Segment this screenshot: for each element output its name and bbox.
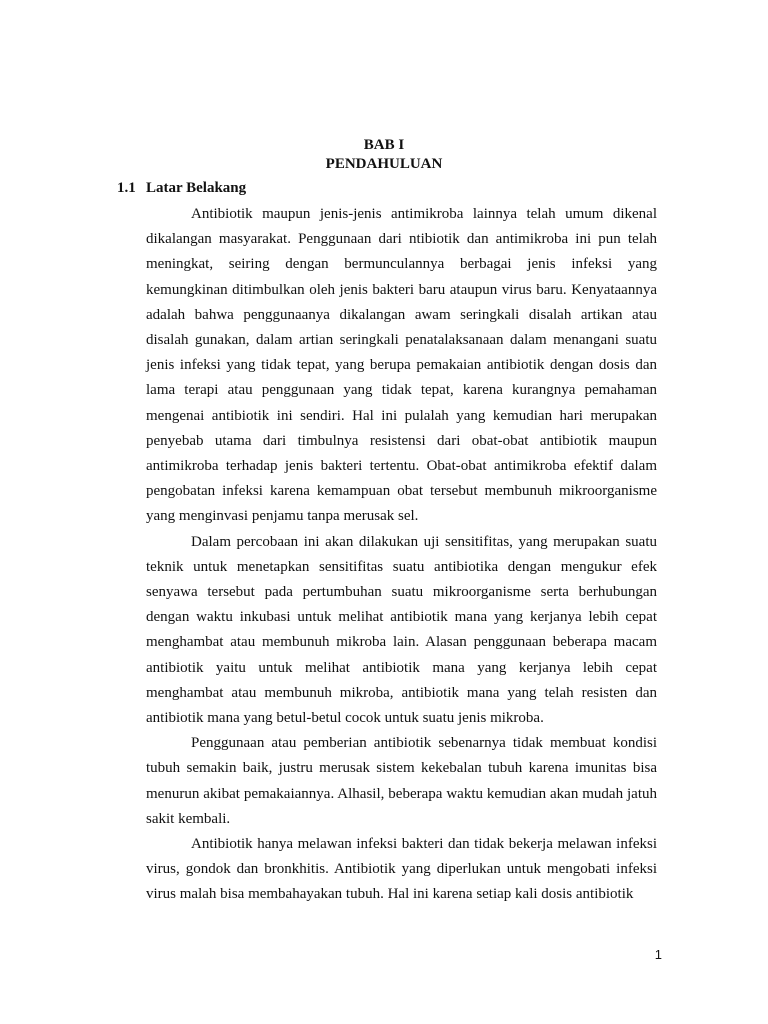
section-heading: [117, 179, 246, 198]
chapter-title: PENDAHULUAN: [325, 156, 443, 172]
section-title: Latar Belakang: [146, 180, 247, 196]
paragraph: Penggunaan atau pemberian antibiotik sebenarnya tidak membuat kondisi tubuh semakin baik, justru merusak sistem kekebalan tubuh karena imunitas bisa menurun akibat pemakaiannya. Alhasil, beberapa waktu kemudian akan mudah jatuh sakit kembali.: [146, 735, 657, 827]
paragraph: Antibiotik hanya melawan infeksi bakteri dan tidak bekerja melawan infeksi virus, gondok dan bronkhitis. Antibiotik yang diperlukan untuk mengobati infeksi virus malah bisa membahayakan tubuh. Hal ini karena setiap kali dosis antibiotik: [146, 836, 657, 903]
paragraph: Antibiotik maupun jenis-jenis antimikroba lainnya telah umum dikenal dikalangan masyarakat. Penggunaan dari ntibiotik dan antimikroba ini pun telah meningkat, seiring dengan bermunculannya berbagai jenis infeksi yang kemungkinan ditimbulkan oleh jenis bakteri baru ataupun virus baru. Kenyataannya adalah bahwa penggunaanya dikalangan awam seringkali disalah artikan atau disalah gunakan, dalam artian seringkali penatalaksanaan dalam menangani suatu jenis infeksi yang tidak tepat, yang berupa pemakaian antibiotik dengan dosis dan lama terapi atau penggunaan yang tidak tepat, karena kurangnya pemahaman mengenai antibiotik ini sendiri. Hal ini pulalah yang kemudian hari merupakan penyebab utama dari timbulnya resistensi dari obat-obat antibiotik maupun antimikroba terhadap jenis bakteri tertentu. Obat-obat antimikroba efektif dalam pengobatan infeksi karena kemampuan obat tersebut membunuh mikroorganisme yang menginvasi penjamu tanpa merusak sel.: [146, 206, 657, 525]
page-number: 1: [654, 947, 662, 962]
body-text: [146, 202, 657, 908]
chapter-number: BAB I: [363, 137, 405, 153]
paragraph: Dalam percobaan ini akan dilakukan uji sensitifitas, yang merupakan suatu teknik untuk menetapkan sensitifitas suatu antibiotika dengan mengukur efek senyawa tersebut pada pertumbuhan suatu mikroorganisme serta berhubungan dengan waktu inkubasi untuk melihat antibiotik mana yang kerjanya lebih cepat menghambat atau membunuh mikroba lain. Alasan penggunaan beberapa macam antibiotik yaitu untuk melihat antibiotik mana yang kerjanya lebih cepat menghambat atau membunuh mikroba, antibiotik mana yang telah resisten dan antibiotik mana yang betul-betul cocok untuk suatu jenis mikroba.: [146, 533, 657, 727]
section-number: 1.1: [117, 180, 136, 196]
